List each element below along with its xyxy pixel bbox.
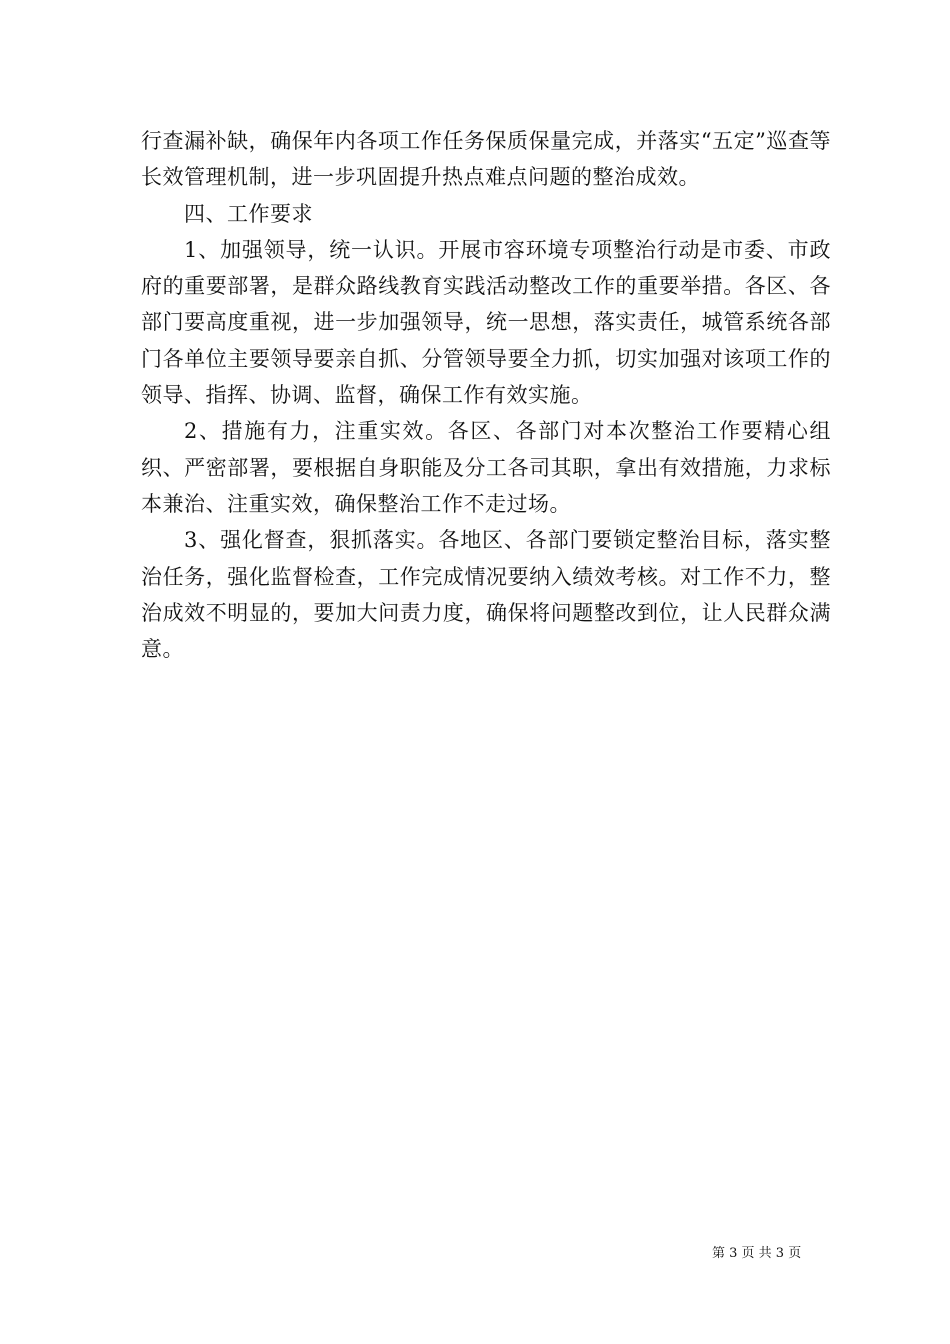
paragraph-item-2: 2、措施有力，注重实效。各区、各部门对本次整治工作要精心组织、严密部署，要根据自身职能及分工各司其职，拿出有效措施，力求标本兼治、注重实效，确保整治工作不走过场。 — [141, 419, 831, 516]
page-number-footer: 第 3 页 共 3 页 — [712, 1246, 802, 1261]
paragraph-item-3: 3、强化督查，狠抓落实。各地区、各部门要锁定整治目标，落实整治任务，强化监督检查，工作完成情况要纳入绩效考核。对工作不力，整治成效不明显的，要加大问责力度，确保将问题整改到位，让人民群众满意。 — [141, 528, 831, 662]
document-body — [141, 123, 831, 667]
section-heading: 四、工作要求 — [184, 201, 314, 226]
paragraph-item-1: 1、加强领导，统一认识。开展市容环境专项整治行动是市委、市政府的重要部署，是群众路线教育实践活动整改工作的重要举措。各区、各部门要高度重视，进一步加强领导，统一思想，落实责任，城管系统各部门各单位主要领导要亲自抓、分管领导要全力抓，切实加强对该项工作的领导、指挥、协调、监督，确保工作有效实施。 — [141, 237, 831, 408]
paragraph-continuation: 行查漏补缺，确保年内各项工作任务保质保量完成，并落实“五定”巡查等长效管理机制，进一步巩固提升热点难点问题的整治成效。 — [141, 129, 831, 190]
